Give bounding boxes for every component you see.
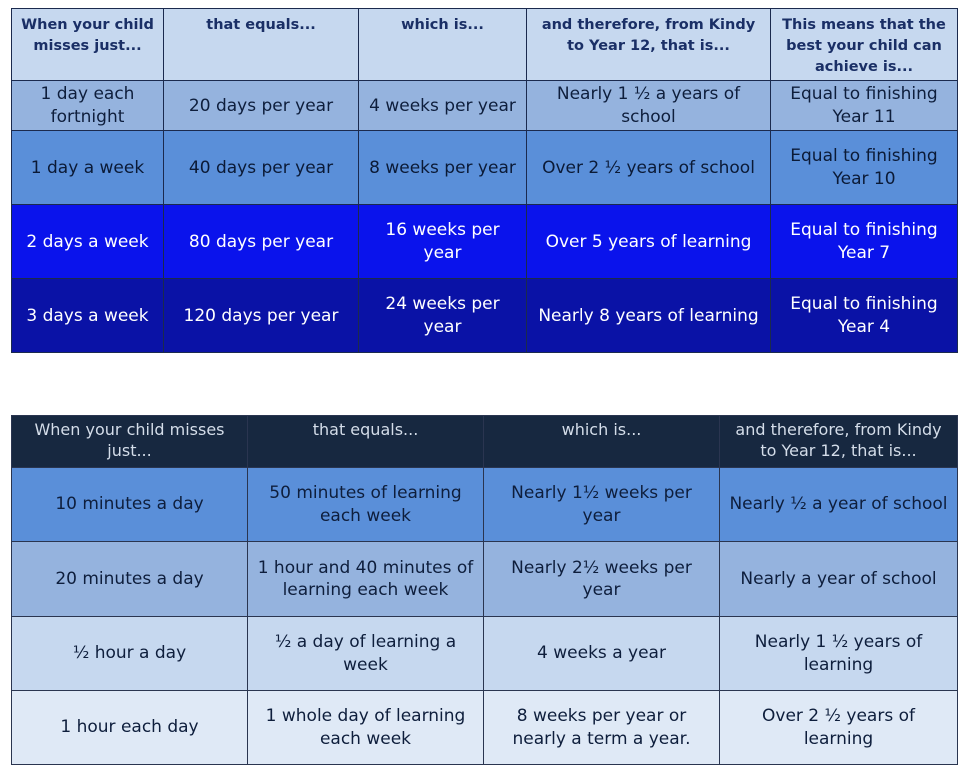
table-cell: 120 days per year bbox=[164, 279, 359, 353]
header-cell: which is... bbox=[359, 9, 527, 81]
table-row bbox=[12, 131, 958, 205]
header-cell: that equals... bbox=[248, 416, 484, 468]
table-row bbox=[12, 691, 958, 765]
table-cell: 16 weeks per year bbox=[359, 205, 527, 279]
table-cell: Equal to finishing Year 11 bbox=[771, 81, 958, 131]
table-cell: ½ hour a day bbox=[12, 617, 248, 691]
table-cell: 24 weeks per year bbox=[359, 279, 527, 353]
table-cell: 80 days per year bbox=[164, 205, 359, 279]
header-cell: and therefore, from Kindy to Year 12, that is... bbox=[527, 9, 771, 81]
table-cell: Nearly 8 years of learning bbox=[527, 279, 771, 353]
table-cell: 8 weeks per year bbox=[359, 131, 527, 205]
table-cell: 1 day a week bbox=[12, 131, 164, 205]
table-cell: 20 minutes a day bbox=[12, 542, 248, 617]
header-cell: When your child misses just... bbox=[12, 416, 248, 468]
table-cell: Equal to finishing Year 4 bbox=[771, 279, 958, 353]
header-cell: This means that the best your child can achieve is... bbox=[771, 9, 958, 81]
table-cell: 40 days per year bbox=[164, 131, 359, 205]
table-cell: 20 days per year bbox=[164, 81, 359, 131]
header-cell: that equals... bbox=[164, 9, 359, 81]
table-cell: 8 weeks per year or nearly a term a year. bbox=[484, 691, 720, 765]
table-cell: 4 weeks per year bbox=[359, 81, 527, 131]
table-row bbox=[12, 81, 958, 131]
table-row bbox=[12, 279, 958, 353]
table-cell: Over 2 ½ years of school bbox=[527, 131, 771, 205]
table-cell: ½ a day of learning a week bbox=[248, 617, 484, 691]
table-cell: Nearly ½ a year of school bbox=[720, 468, 958, 542]
table-row bbox=[12, 468, 958, 542]
header-cell: When your child misses just... bbox=[12, 9, 164, 81]
table-cell: Nearly a year of school bbox=[720, 542, 958, 617]
table-cell: 1 whole day of learning each week bbox=[248, 691, 484, 765]
table-row bbox=[12, 542, 958, 617]
table-cell: Over 5 years of learning bbox=[527, 205, 771, 279]
attendance-minutes-table bbox=[11, 415, 958, 765]
table-cell: Nearly 2½ weeks per year bbox=[484, 542, 720, 617]
table-cell: 1 hour each day bbox=[12, 691, 248, 765]
table-cell: Nearly 1½ weeks per year bbox=[484, 468, 720, 542]
table-cell: Over 2 ½ years of learning bbox=[720, 691, 958, 765]
table-header-row bbox=[12, 416, 958, 468]
table-cell: 10 minutes a day bbox=[12, 468, 248, 542]
attendance-days-table bbox=[11, 8, 958, 353]
table-cell: Equal to finishing Year 7 bbox=[771, 205, 958, 279]
table-row bbox=[12, 205, 958, 279]
table-cell: 1 day each fortnight bbox=[12, 81, 164, 131]
table-cell: 3 days a week bbox=[12, 279, 164, 353]
table-header-row bbox=[12, 9, 958, 81]
header-cell: and therefore, from Kindy to Year 12, that is... bbox=[720, 416, 958, 468]
header-cell: which is... bbox=[484, 416, 720, 468]
table-row bbox=[12, 617, 958, 691]
table-cell: 4 weeks a year bbox=[484, 617, 720, 691]
table-cell: Nearly 1 ½ years of learning bbox=[720, 617, 958, 691]
table-cell: 2 days a week bbox=[12, 205, 164, 279]
table-cell: Equal to finishing Year 10 bbox=[771, 131, 958, 205]
table-cell: 50 minutes of learning each week bbox=[248, 468, 484, 542]
table-cell: Nearly 1 ½ a years of school bbox=[527, 81, 771, 131]
table-cell: 1 hour and 40 minutes of learning each week bbox=[248, 542, 484, 617]
